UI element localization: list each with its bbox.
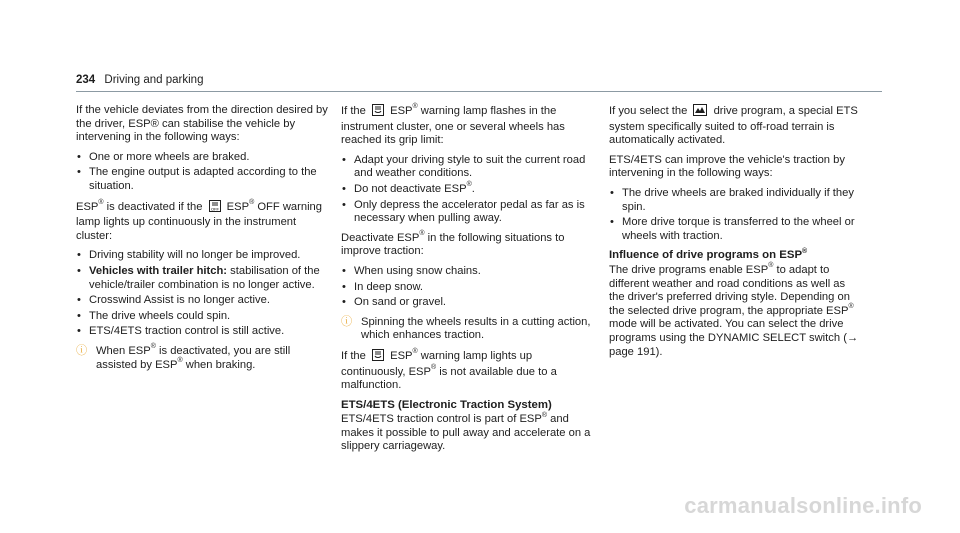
registered-mark: ®	[848, 302, 854, 310]
watermark: carmanualsonline.info	[684, 493, 922, 518]
list-item: • One or more wheels are braked.	[76, 151, 328, 165]
text: in the following situations to improve traction:	[341, 231, 565, 258]
text: ESP	[387, 105, 413, 117]
paragraph: ETS/4ETS can improve the vehicle's traction by intervening in the following ways:	[609, 153, 845, 180]
text: If the	[341, 349, 369, 362]
text: warning lamp lights up continuously, ESP	[341, 349, 533, 378]
offroad-drive-program-icon	[693, 104, 707, 121]
registered-mark: ®	[419, 230, 425, 238]
list-item: • In deep snow.	[341, 281, 593, 295]
registered-mark: ®	[150, 343, 156, 351]
text: to adapt to different weather and road conditions as well as the driver's preferred driving style. Depending on the selected drive program, the appropriate ESP	[609, 263, 850, 317]
text: drive program, a special ETS system specifically suited to off-road terrain is automatically activated.	[609, 105, 858, 147]
note	[341, 316, 593, 343]
section-title: Driving and parking	[104, 74, 204, 86]
text: when braking.	[182, 358, 256, 371]
text: ESP	[76, 200, 99, 213]
text: OFF warning lamp lights up continuously in the instrument cluster:	[76, 200, 322, 242]
section-heading: ETS/4ETS (Electronic Traction System)	[341, 398, 552, 411]
column-2	[341, 104, 593, 460]
text: If the	[341, 105, 369, 117]
paragraph: If the vehicle deviates from the direction desired by the driver, ESP® can stabilise the vehicle by intervening in the following ways:	[76, 104, 328, 144]
list-item: • Only depress the accelerator pedal as far as is necessary when pulling away.	[341, 199, 593, 226]
list-item: • On sand or gravel.	[341, 296, 593, 310]
text: The drive programs enable ESP	[609, 263, 769, 276]
paragraph	[341, 349, 593, 393]
page-header	[76, 74, 203, 86]
page-reference-arrow: →	[846, 331, 859, 344]
info-icon: ⓘ	[341, 315, 353, 328]
text: mode will be activated. You can select the drive programs using the DYNAMIC SELECT switch (	[609, 318, 847, 344]
registered-mark: ®	[541, 411, 548, 419]
registered-mark: ®	[249, 198, 255, 206]
paragraph	[341, 232, 593, 259]
list-item: • Driving stability will no longer be improved.	[76, 249, 328, 263]
list-item: • ETS/4ETS traction control is still active.	[76, 325, 328, 339]
registered-mark: ®	[466, 181, 472, 189]
paragraph	[609, 104, 861, 148]
list-item: • More drive torque is transferred to the wheel or wheels with traction.	[609, 216, 861, 243]
bullet-list	[76, 151, 328, 194]
list-item: • The drive wheels are braked individually if they spin.	[609, 187, 861, 214]
paragraph	[609, 264, 861, 359]
section-heading	[609, 249, 861, 263]
paragraph	[341, 104, 593, 148]
list-item: • Adapt your driving style to suit the current road and weather conditions.	[341, 154, 593, 181]
registered-mark: ®	[768, 262, 774, 270]
text: Spinning the wheels results in a cutting action, which enhances traction.	[361, 315, 591, 342]
text: warning lamp flashes in the instrument cluster, one or several wheels has reached its grip limit:	[341, 105, 565, 147]
esp-warning-icon	[372, 104, 384, 121]
text: ESP	[387, 349, 413, 362]
bullet-list	[341, 154, 593, 226]
bold-label: Vehicles with trailer hitch:	[89, 264, 228, 277]
registered-mark: ®	[412, 103, 418, 111]
svg-text:OFF: OFF	[210, 206, 219, 212]
esp-warning-icon	[372, 349, 384, 366]
text: and makes it possible to pull away and accelerate on a slippery carriageway.	[341, 413, 591, 453]
bullet-list	[609, 187, 861, 243]
registered-mark: ®	[412, 348, 418, 356]
registered-mark: ®	[802, 247, 808, 255]
list-item: • Do not deactivate ESP®.	[341, 183, 593, 197]
heading-text: Influence of drive programs on ESP	[609, 249, 803, 262]
registered-mark: ®	[430, 363, 437, 371]
list-item: • When using snow chains.	[341, 265, 593, 279]
text: is deactivated, you are still assisted by ESP	[96, 344, 291, 371]
text: ETS/4ETS traction control is part of ESP	[341, 413, 542, 426]
text: ESP	[223, 200, 250, 213]
list-item: • The drive wheels could spin.	[76, 310, 328, 324]
bullet-list	[76, 249, 328, 339]
list-item: • Crosswind Assist is no longer active.	[76, 294, 328, 308]
page-number: 234	[76, 74, 96, 86]
info-icon: ⓘ	[76, 344, 88, 357]
text: When ESP	[96, 344, 151, 357]
bullet-list	[341, 265, 593, 310]
text: is not available due to a malfunction.	[341, 365, 557, 392]
page-reference[interactable]: page 191).	[609, 345, 663, 358]
paragraph	[76, 200, 328, 244]
esp-off-icon	[209, 200, 221, 217]
note	[76, 345, 328, 372]
list-item	[76, 265, 328, 292]
text: is deactivated if the	[103, 200, 206, 213]
column-1	[76, 104, 328, 378]
column-3	[609, 104, 861, 365]
paragraph	[341, 413, 593, 454]
text: stabilisation of the vehicle/trailer combination is no longer active.	[89, 264, 320, 291]
text: Deactivate ESP	[341, 231, 420, 244]
text: Do not deactivate ESP	[354, 182, 467, 195]
list-item: • The engine output is adapted according to the situation.	[76, 166, 328, 193]
text: If you select the	[609, 105, 691, 117]
header-rule	[76, 91, 882, 92]
registered-mark: ®	[98, 198, 104, 206]
registered-mark: ®	[177, 356, 183, 364]
